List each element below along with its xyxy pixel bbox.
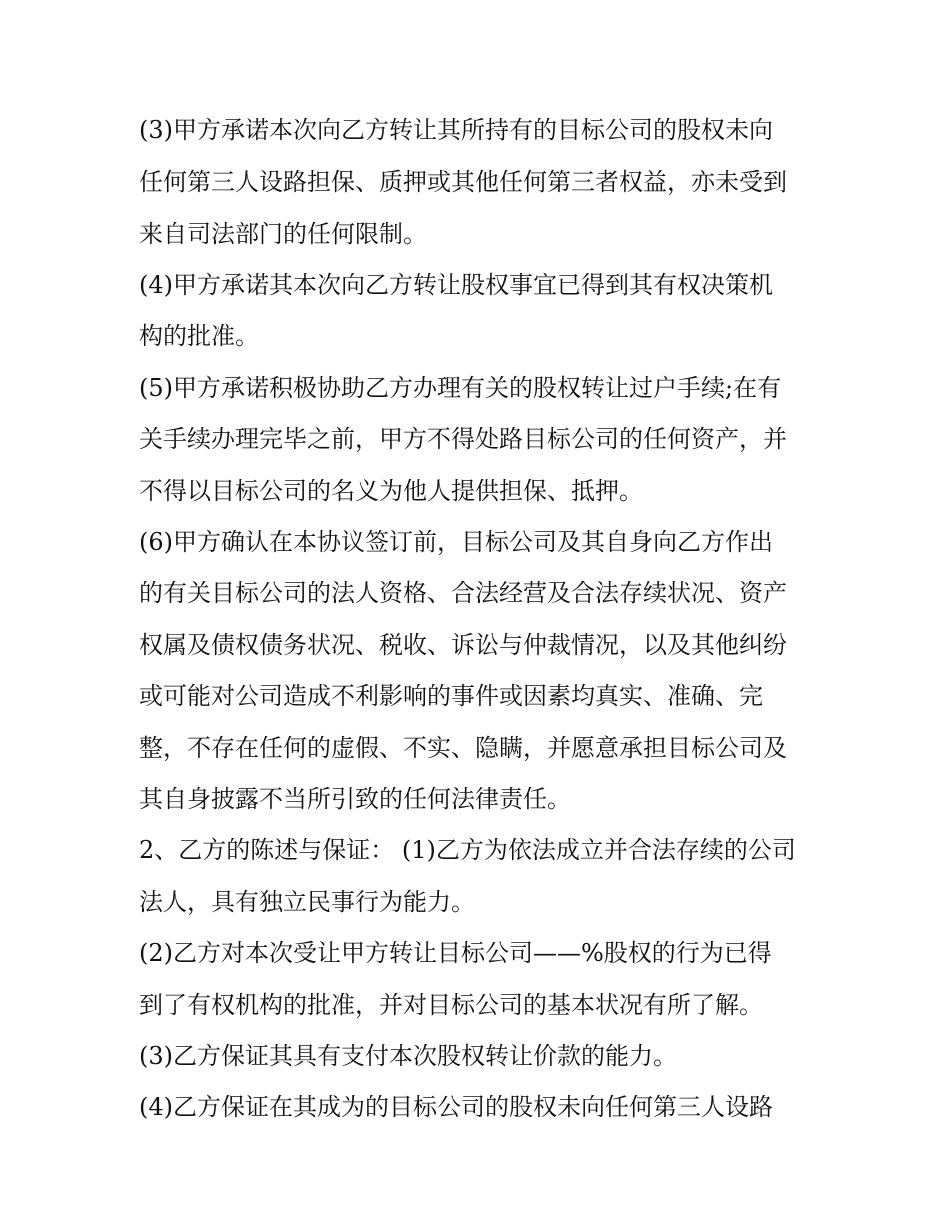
text-line: 的有关目标公司的法人资格、合法经营及合法存续状况、资产 (139, 579, 787, 607)
text-line: 权属及债权债务状况、税收、诉讼与仲裁情况，以及其他纠纷 (139, 631, 787, 659)
text-line: 不得以目标公司的名义为他人提供担保、抵押。 (139, 477, 643, 505)
text-line: 法人，具有独立民事行为能力。 (139, 888, 475, 916)
text-line: 整，不存在任何的虚假、不实、隐瞒，并愿意承担目标公司及 (139, 734, 787, 762)
text-line: 或可能对公司造成不利影响的事件或因素均真实、准确、完 (139, 682, 763, 710)
text-line: 关手续办理完毕之前，甲方不得处路目标公司的任何资产，并 (139, 425, 787, 453)
text-line: 2、乙方的陈述与保证： (1)乙方为依法成立并合法存续的公司 (139, 836, 796, 864)
text-line: (5)甲方承诺积极协助乙方办理有关的股权转让过户手续;在有 (139, 374, 782, 402)
text-line: (4)乙方保证在其成为的目标公司的股权未向任何第三人设路 (139, 1093, 773, 1121)
text-line: 到了有权机构的批准，并对目标公司的基本状况有所了解。 (139, 991, 763, 1019)
text-line: 来自司法部门的任何限制。 (139, 220, 427, 248)
text-line: (6)甲方确认在本协议签订前，目标公司及其自身向乙方作出 (139, 528, 773, 556)
text-line: (3)甲方承诺本次向乙方转让其所持有的目标公司的股权未向 (139, 116, 773, 144)
text-line: (4)甲方承诺其本次向乙方转让股权事宜已得到其有权决策机 (139, 271, 773, 299)
text-line: 构的批准。 (139, 322, 259, 350)
text-line: (2)乙方对本次受让甲方转让目标公司——%股权的行为已得 (139, 939, 772, 967)
text-line: (3)乙方保证其具有支付本次股权转让价款的能力。 (139, 1042, 677, 1070)
text-line: 其自身披露不当所引致的任何法律责任。 (139, 785, 571, 813)
text-line: 任何第三人设路担保、质押或其他任何第三者权益，亦未受到 (139, 168, 787, 196)
